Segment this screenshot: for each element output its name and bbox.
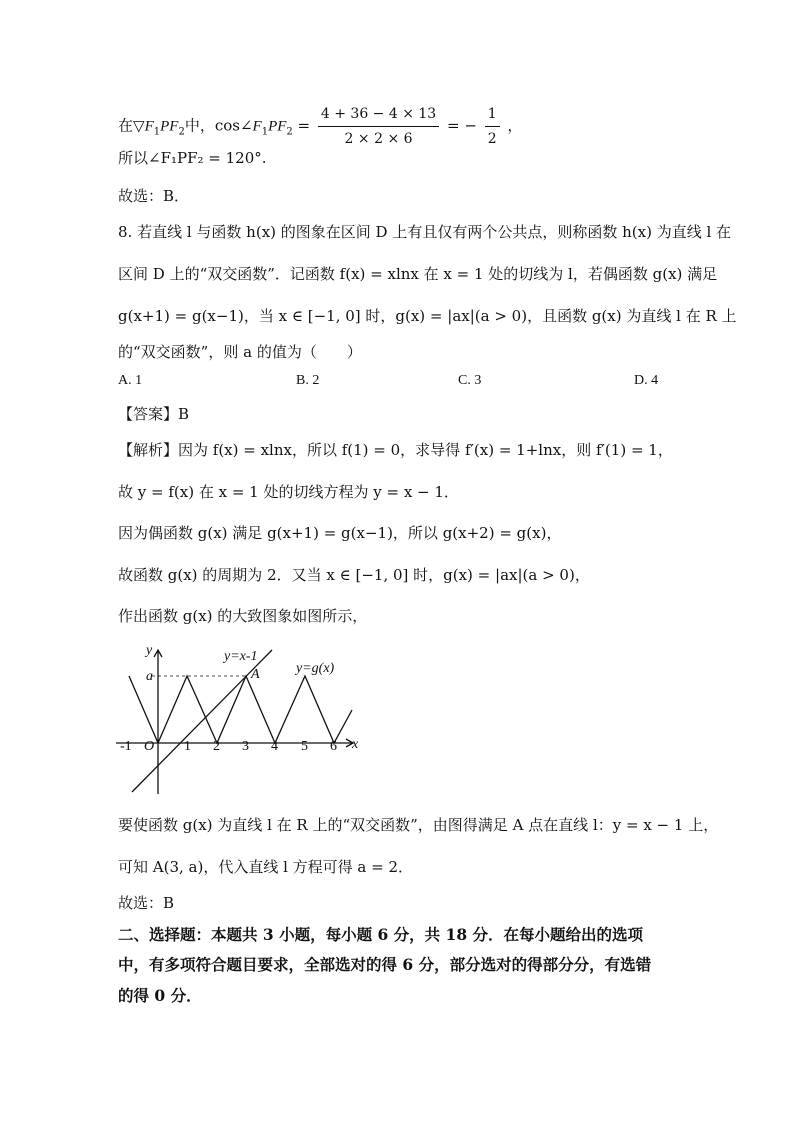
section-heading-3: 的得 0 分．	[118, 986, 202, 1005]
choice-d: D. 4	[634, 373, 659, 388]
question-8-line-2: 区间 D 上的“双交函数”．记函数 f(x) = xlnx 在 x = 1 处的切线为 l，若偶函数 g(x) 满足	[118, 265, 718, 283]
solution-line-8: 故选：B	[118, 894, 175, 912]
solution-line-3: 因为偶函数 g(x) 满足 g(x+1) = g(x−1)，所以 g(x+2) = g(x)，	[118, 524, 562, 542]
line-cos-angle: 在$▽F_1PF_2$中，$\cos\angle F_1PF_2$ = $\frac{4 + 36 - 4 \times 13}{2 \times 2 \times 6}$ = − $\frac{1}{2}$ ，	[118, 106, 523, 147]
fraction-cos: $\frac{4 + 36 - 4 \times 13}{2 \times 2 \times 6}$	[318, 104, 439, 149]
line-angle-result: 所以∠F₁PF₂ = 120°.	[118, 149, 267, 167]
choice-a: A. 1	[118, 373, 143, 388]
tick-4: 4	[271, 739, 278, 754]
tick-1: 1	[184, 739, 191, 754]
point-a-label: A	[251, 667, 260, 682]
tick-3: 3	[242, 739, 249, 754]
section-heading-2: 中，有多项符合题目要求，全部选对的得 6 分，部分选对的得部分分，有选错	[118, 955, 652, 974]
y-axis-label: y	[146, 643, 153, 658]
g-curve	[129, 676, 352, 743]
question-8-line-1: 8. 若直线 l 与函数 h(x) 的图象在区间 D 上有且仅有两个公共点，则称函数 h(x) 为直线 l 在	[118, 223, 732, 241]
answer-line: 【答案】B	[118, 405, 190, 423]
a-label: a	[146, 669, 153, 684]
section-heading-1: 二、选择题：本题共 3 小题，每小题 6 分，共 18 分．在每小题给出的选项	[118, 925, 644, 944]
tick-6: 6	[330, 739, 337, 754]
tick-2: 2	[213, 739, 220, 754]
question-8-line-4: 的“双交函数”，则 a 的值为（ ）	[118, 343, 362, 361]
question-8-line-3: g(x+1) = g(x−1)，当 x ∈ [−1, 0] 时，g(x) = |ax|(a > 0)，且函数 g(x) 为直线 l 在 R 上	[118, 307, 737, 325]
choice-b: B. 2	[296, 373, 320, 388]
solution-line-7: 可知 A(3, a)，代入直线 l 方程可得 a = 2．	[118, 858, 414, 876]
line-label: y=x-1	[224, 649, 258, 664]
solution-line-4: 故函数 g(x) 的周期为 2．又当 x ∈ [−1, 0] 时，g(x) = |ax|(a > 0)，	[118, 566, 590, 584]
function-graph	[112, 642, 372, 798]
tick-minus-1: -1	[120, 739, 132, 754]
solution-line-2: 故 y = f(x) 在 x = 1 处的切线方程为 y = x − 1．	[118, 483, 459, 501]
solution-line-1: 【解析】因为 f(x) = xlnx，所以 f(1) = 0，求导得 f′(x) = 1+lnx，则 f′(1) = 1，	[118, 441, 673, 459]
x-axis-label: x	[352, 737, 359, 752]
choice-c: C. 3	[458, 373, 482, 388]
tick-5: 5	[301, 739, 308, 754]
line-choose-b-1: 故选：B．	[118, 187, 190, 205]
fraction-half: $\frac{1}{2}$	[485, 104, 500, 149]
solution-line-5: 作出函数 g(x) 的大致图象如图所示，	[118, 607, 368, 625]
solution-line-6: 要使函数 g(x) 为直线 l 在 R 上的“双交函数”，由图得满足 A 点在直线 l：y = x − 1 上，	[118, 816, 719, 834]
curve-label: y=g(x)	[296, 661, 335, 676]
origin-label: O	[144, 739, 155, 754]
